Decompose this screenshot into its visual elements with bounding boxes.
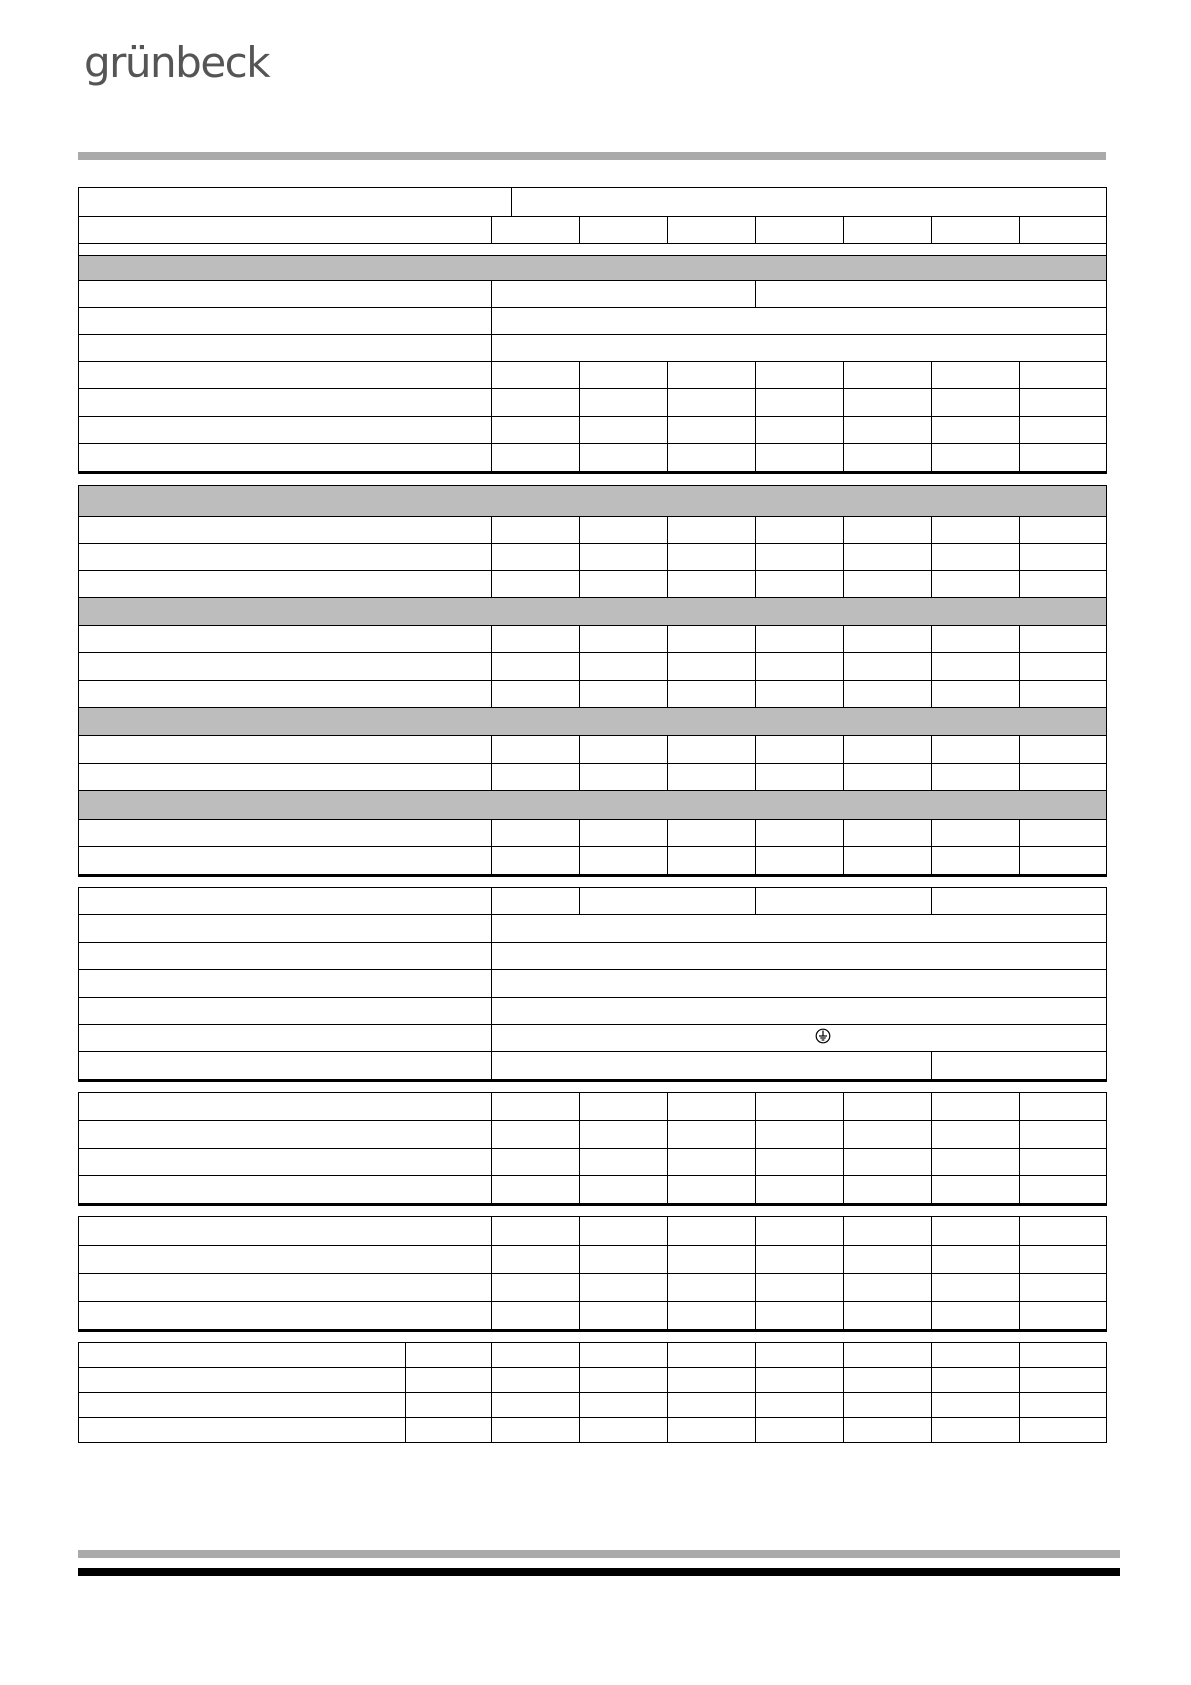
- data-row-value: [755, 1367, 844, 1393]
- section-rule: [78, 1329, 1107, 1332]
- data-row-value: [1019, 1245, 1107, 1274]
- header-value-cell: [511, 187, 1107, 217]
- data-row-value: [491, 819, 580, 847]
- data-row-value: [755, 443, 844, 472]
- data-row-value: [843, 570, 932, 598]
- data-row-value: [931, 543, 1020, 571]
- data-row-value: [931, 416, 1020, 444]
- data-row-value: [755, 1175, 844, 1204]
- data-row-label: [78, 388, 492, 417]
- data-row-label: [78, 1342, 406, 1368]
- data-row-value: [667, 625, 756, 653]
- data-row-value: [931, 1301, 1020, 1330]
- data-row-value: [755, 1392, 844, 1418]
- data-row-value: [667, 846, 756, 875]
- data-row-value: [579, 1148, 668, 1176]
- data-row-value: [843, 1148, 932, 1176]
- data-row-value: [491, 1216, 580, 1246]
- data-row-unit: [405, 1392, 492, 1418]
- data-row-value: [931, 1092, 1020, 1121]
- data-row-value: [843, 763, 932, 791]
- data-row-value: [491, 307, 1107, 335]
- data-row-value: [931, 680, 1020, 708]
- data-row-value: [579, 416, 668, 444]
- data-row-value: [755, 735, 844, 764]
- data-row-value: [491, 570, 580, 598]
- data-row-value: [579, 1342, 668, 1368]
- data-row-value: [491, 1120, 580, 1149]
- data-row-label: [78, 763, 492, 791]
- data-row-value: [931, 1342, 1020, 1368]
- data-row-value: [579, 1301, 668, 1330]
- data-row-value: [579, 735, 668, 764]
- header-columns-row-value: [579, 216, 668, 244]
- data-row-value: [579, 846, 668, 875]
- data-row-label: [78, 680, 492, 708]
- data-row-value: [667, 570, 756, 598]
- data-row-value: [843, 735, 932, 764]
- data-row-value: [667, 388, 756, 417]
- data-row-value: [1019, 543, 1107, 571]
- data-row-value: [931, 652, 1020, 681]
- data-row-value: [755, 361, 844, 389]
- data-row-label: [78, 1092, 492, 1121]
- data-row-unit: [405, 1367, 492, 1393]
- data-row-value: [1019, 388, 1107, 417]
- data-row-value: [1019, 416, 1107, 444]
- data-row-value: [1019, 570, 1107, 598]
- header-columns-row-value: [931, 216, 1020, 244]
- data-row-value: [843, 680, 932, 708]
- data-row-value: [1019, 846, 1107, 875]
- section-band: [78, 790, 1107, 820]
- data-row-value: [755, 680, 844, 708]
- data-row-label: [78, 280, 492, 308]
- data-row-value: [491, 1175, 580, 1204]
- data-row-value: [667, 443, 756, 472]
- data-row-value: [931, 516, 1020, 544]
- data-row-value: [755, 516, 844, 544]
- data-row-value: [755, 846, 844, 875]
- data-row-unit: [405, 1342, 492, 1368]
- data-row-value: [491, 1367, 580, 1393]
- data-row-value: [491, 1342, 580, 1368]
- data-row-label: [78, 516, 492, 544]
- section-rule: [78, 471, 1107, 474]
- data-row-value: [579, 570, 668, 598]
- data-row-value: [491, 1245, 580, 1274]
- data-row-value: [755, 652, 844, 681]
- data-row-value: [579, 1092, 668, 1121]
- data-row-value: [843, 1245, 932, 1274]
- data-row-value: [1019, 1301, 1107, 1330]
- data-row-value: [755, 887, 932, 915]
- data-row-value: [843, 1273, 932, 1302]
- data-row-value: [491, 735, 580, 764]
- data-row-value: [843, 819, 932, 847]
- data-row-value: [579, 1175, 668, 1204]
- data-row-value: [667, 1417, 756, 1443]
- data-row-label: [78, 914, 492, 943]
- data-row-value: [931, 388, 1020, 417]
- data-row-value: [755, 543, 844, 571]
- data-row-label: [78, 846, 492, 875]
- data-row-value: [667, 1245, 756, 1274]
- protective-earth-icon: [815, 1028, 831, 1044]
- data-row-value: [931, 735, 1020, 764]
- data-row-value: [579, 819, 668, 847]
- data-row-value: [579, 680, 668, 708]
- data-row-value: [579, 1392, 668, 1418]
- section-band: [78, 597, 1107, 626]
- data-row-value: [491, 334, 1107, 362]
- data-row-value: [579, 1367, 668, 1393]
- data-row-label: [78, 570, 492, 598]
- data-row-value: [755, 819, 844, 847]
- data-row-value: [755, 1245, 844, 1274]
- data-row-label: [78, 1417, 406, 1443]
- data-row-label: [78, 1301, 492, 1330]
- data-row-value: [1019, 361, 1107, 389]
- data-row-value: [931, 1175, 1020, 1204]
- data-row-value: [755, 625, 844, 653]
- data-row-value: [931, 625, 1020, 653]
- data-row-value: [843, 1417, 932, 1443]
- data-row-value: [667, 735, 756, 764]
- data-row-value: [579, 1120, 668, 1149]
- data-row-label: [78, 1051, 492, 1080]
- data-row-value: [1019, 1120, 1107, 1149]
- data-row-value: [491, 543, 580, 571]
- data-row-unit: [405, 1417, 492, 1443]
- data-row-value: [491, 361, 580, 389]
- header-columns-row-label: [78, 216, 492, 244]
- data-row-value: [843, 443, 932, 472]
- data-row-value: [491, 680, 580, 708]
- data-row-label: [78, 625, 492, 653]
- header-columns-row-value: [1019, 216, 1107, 244]
- data-row-label: [78, 1120, 492, 1149]
- data-row-label: [78, 1273, 492, 1302]
- data-row-value: [491, 416, 580, 444]
- data-row-value: [1019, 1216, 1107, 1246]
- data-row-value: [667, 516, 756, 544]
- data-row-value: [667, 680, 756, 708]
- data-row-value: [579, 543, 668, 571]
- data-row-value: [843, 388, 932, 417]
- data-row-value: [755, 388, 844, 417]
- data-row-value: [931, 1273, 1020, 1302]
- data-row-value: [667, 1342, 756, 1368]
- data-row-value: [755, 1148, 844, 1176]
- data-row-value: [667, 1175, 756, 1204]
- data-row-value: [491, 1148, 580, 1176]
- data-row-value: [1019, 516, 1107, 544]
- header-columns-row-value: [667, 216, 756, 244]
- section-band: [78, 707, 1107, 736]
- data-row-value: [755, 416, 844, 444]
- data-row-value: [931, 1245, 1020, 1274]
- data-row-label: [78, 1175, 492, 1204]
- data-row-value: [1019, 1092, 1107, 1121]
- data-row-value: [579, 388, 668, 417]
- data-row-value: [579, 361, 668, 389]
- data-row-value: [491, 914, 1107, 943]
- data-row-value: [755, 570, 844, 598]
- data-row-label: [78, 443, 492, 472]
- data-row-value: [491, 280, 756, 308]
- data-row-value: [1019, 1273, 1107, 1302]
- technical-data-table: [78, 187, 1106, 1442]
- data-row-label: [78, 1392, 406, 1418]
- data-row-value: [931, 819, 1020, 847]
- data-row-value: [667, 763, 756, 791]
- footer-rule-black: [78, 1568, 1120, 1576]
- data-row-value: [579, 625, 668, 653]
- data-row-label: [78, 543, 492, 571]
- section-rule: [78, 1203, 1107, 1206]
- data-row-label: [78, 1216, 492, 1246]
- data-row-label: [78, 819, 492, 847]
- data-row-value: [1019, 819, 1107, 847]
- section-band: [78, 255, 1107, 281]
- header-columns-row-value: [843, 216, 932, 244]
- data-row-value: [491, 1024, 1107, 1052]
- data-row-value: [843, 1392, 932, 1418]
- data-row-value: [843, 1092, 932, 1121]
- data-row-value: [843, 625, 932, 653]
- data-row-value: [667, 1273, 756, 1302]
- data-row-label: [78, 361, 492, 389]
- data-row-label: [78, 307, 492, 335]
- data-row-value: [667, 1392, 756, 1418]
- data-row-label: [78, 969, 492, 998]
- data-row-value: [755, 1120, 844, 1149]
- data-row-value: [755, 1417, 844, 1443]
- data-row-value: [579, 1273, 668, 1302]
- data-row-value: [491, 1051, 932, 1080]
- data-row-value: [1019, 443, 1107, 472]
- data-row-value: [491, 625, 580, 653]
- data-row-label: [78, 1024, 492, 1052]
- data-row-value: [1019, 735, 1107, 764]
- data-row-value: [667, 1216, 756, 1246]
- section-rule: [78, 1079, 1107, 1082]
- data-row-value: [667, 416, 756, 444]
- data-row-value: [1019, 1417, 1107, 1443]
- data-row-value: [579, 516, 668, 544]
- data-row-value: [491, 763, 580, 791]
- data-row-value: [491, 887, 580, 915]
- data-row-value: [755, 763, 844, 791]
- data-row-value: [579, 887, 756, 915]
- data-row-value: [1019, 763, 1107, 791]
- data-row-value: [667, 1092, 756, 1121]
- data-row-value: [931, 1392, 1020, 1418]
- data-row-value: [491, 1301, 580, 1330]
- data-row-value: [491, 516, 580, 544]
- data-row-value: [667, 1301, 756, 1330]
- data-row-value: [843, 1120, 932, 1149]
- data-row-value: [491, 997, 1107, 1025]
- data-row-label: [78, 735, 492, 764]
- data-row-label: [78, 1245, 492, 1274]
- data-row-value: [931, 570, 1020, 598]
- data-row-value: [491, 388, 580, 417]
- header-columns-row-value: [491, 216, 580, 244]
- data-row-label: [78, 652, 492, 681]
- data-row-value: [1019, 1342, 1107, 1368]
- data-row-value: [667, 1120, 756, 1149]
- data-row-value: [843, 652, 932, 681]
- section-band: [78, 485, 1107, 517]
- data-row-value: [755, 1342, 844, 1368]
- data-row-value: [931, 1216, 1020, 1246]
- data-row-label: [78, 416, 492, 444]
- data-row-label: [78, 1367, 406, 1393]
- data-row-value: [579, 1216, 668, 1246]
- data-row-value: [491, 443, 580, 472]
- data-row-value: [843, 846, 932, 875]
- data-row-value: [755, 1216, 844, 1246]
- data-row-value: [667, 819, 756, 847]
- section-rule: [78, 874, 1107, 877]
- data-row-value: [1019, 1175, 1107, 1204]
- data-row-value: [667, 1148, 756, 1176]
- data-row-value: [1019, 652, 1107, 681]
- header-rule: [78, 152, 1106, 160]
- data-row-value: [843, 416, 932, 444]
- data-row-value: [491, 1417, 580, 1443]
- data-row-value: [931, 1148, 1020, 1176]
- logo-wordmark: grünbeck: [84, 38, 270, 87]
- data-row-value: [491, 942, 1107, 970]
- data-row-value: [667, 652, 756, 681]
- data-row-value: [1019, 680, 1107, 708]
- data-row-label: [78, 942, 492, 970]
- data-row-value: [491, 1392, 580, 1418]
- data-row-value: [1019, 1392, 1107, 1418]
- data-row-value: [931, 763, 1020, 791]
- data-row-value: [843, 1216, 932, 1246]
- data-row-label: [78, 1148, 492, 1176]
- data-row-value: [579, 443, 668, 472]
- data-row-value: [931, 887, 1107, 915]
- data-row-label: [78, 887, 492, 915]
- data-row-value: [843, 1175, 932, 1204]
- data-row-value: [491, 969, 1107, 998]
- header-columns-row-value: [755, 216, 844, 244]
- data-row-value: [755, 1301, 844, 1330]
- data-row-value: [579, 1417, 668, 1443]
- data-row-value: [931, 1367, 1020, 1393]
- data-row-value: [1019, 625, 1107, 653]
- data-row-value: [491, 846, 580, 875]
- footer-rule-grey: [78, 1550, 1120, 1558]
- data-row-value: [843, 1367, 932, 1393]
- data-row-value: [843, 516, 932, 544]
- data-row-value: [579, 1245, 668, 1274]
- data-row-label: [78, 334, 492, 362]
- data-row-value: [931, 361, 1020, 389]
- data-row-value: [931, 1051, 1107, 1080]
- data-row-value: [931, 1120, 1020, 1149]
- data-row-value: [1019, 1148, 1107, 1176]
- data-row-value: [667, 361, 756, 389]
- data-row-value: [755, 1092, 844, 1121]
- data-row-value: [579, 763, 668, 791]
- data-row-value: [843, 543, 932, 571]
- data-row-value: [491, 1273, 580, 1302]
- data-row-value: [579, 652, 668, 681]
- data-row-value: [491, 1092, 580, 1121]
- data-row-value: [931, 846, 1020, 875]
- data-row-value: [755, 1273, 844, 1302]
- data-row-value: [931, 443, 1020, 472]
- data-row-value: [491, 652, 580, 681]
- header-label-cell: [78, 187, 512, 217]
- data-row-value: [931, 1417, 1020, 1443]
- data-row-value: [1019, 1367, 1107, 1393]
- data-row-value: [843, 1301, 932, 1330]
- data-row-value: [667, 543, 756, 571]
- data-row-value: [843, 1342, 932, 1368]
- data-row-value: [667, 1367, 756, 1393]
- data-row-value: [843, 361, 932, 389]
- logo: [84, 38, 269, 87]
- data-row-value: [755, 280, 1107, 308]
- data-row-label: [78, 997, 492, 1025]
